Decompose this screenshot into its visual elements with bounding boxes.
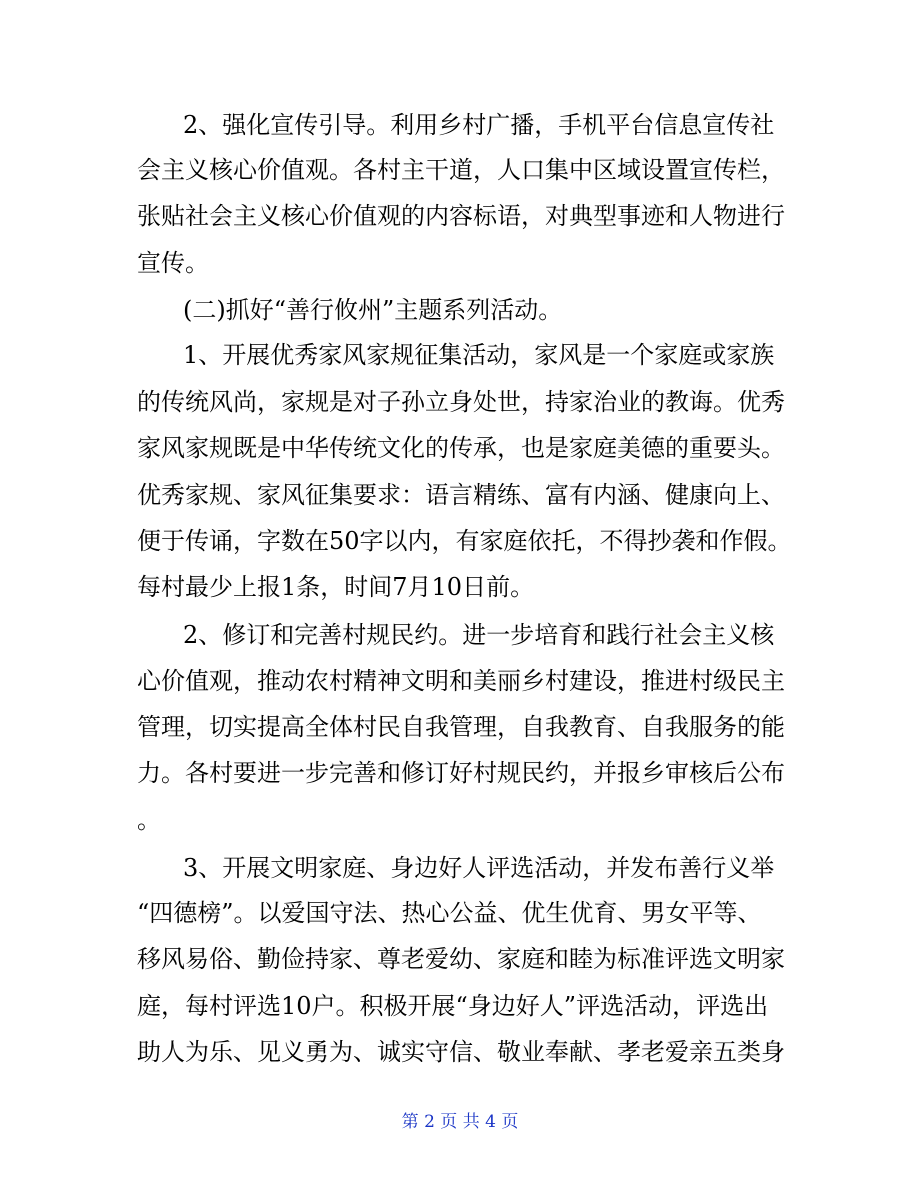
paragraph-line: 2、强化宣传引导。利用乡村广播，手机平台信息宣传社 [183, 111, 775, 139]
paragraph-line: “四德榜”。以爱国守法、热心公益、优生优育、男女平等、 [137, 899, 762, 927]
paragraph-line: 会主义核心价值观。各村主干道，人口集中区域设置宣传栏， [137, 156, 785, 184]
section-heading: (二)抓好“善行攸州”主题系列活动。 [183, 296, 563, 324]
paragraph-line: 每村最少上报1条，时间7月10日前。 [137, 573, 535, 601]
paragraph-line: 庭，每村评选10户。积极开展“身边好人”评选活动，评选出 [137, 992, 769, 1020]
paragraph-line: 助人为乐、见义勇为、诚实守信、敬业奉献、孝老爱亲五类身 [137, 1038, 785, 1066]
paragraph-line: 的传统风尚，家规是对子孙立身处世，持家治业的教诲。优秀 [137, 388, 785, 416]
paragraph-line: 2、修订和完善村规民约。进一步培育和践行社会主义核 [183, 621, 775, 649]
paragraph-line: 管理，切实提高全体村民自我管理，自我教育、自我服务的能 [137, 713, 785, 741]
paragraph-line: 便于传诵，字数在50字以内，有家庭依托，不得抄袭和作假。 [137, 527, 792, 555]
paragraph-line: 。 [137, 806, 161, 834]
paragraph-line: 优秀家规、家风征集要求：语言精练、富有内涵、健康向上、 [137, 481, 785, 509]
paragraph-line: 宣传。 [137, 249, 209, 277]
page-number-footer: 第 2 页 共 4 页 [401, 1112, 519, 1132]
paragraph-line: 力。各村要进一步完善和修订好村规民约，并报乡审核后公布 [137, 759, 785, 787]
paragraph-line: 移风易俗、勤俭持家、尊老爱幼、家庭和睦为标准评选文明家 [137, 945, 785, 973]
paragraph-line: 张贴社会主义核心价值观的内容标语，对典型事迹和人物进行 [137, 202, 785, 230]
paragraph-line: 心价值观，推动农村精神文明和美丽乡村建设，推进村级民主 [137, 667, 785, 695]
paragraph-line: 1、开展优秀家风家规征集活动，家风是一个家庭或家族 [183, 341, 775, 369]
paragraph-line: 3、开展文明家庭、身边好人评选活动，并发布善行义举 [183, 854, 775, 882]
paragraph-line: 家风家规既是中华传统文化的传承，也是家庭美德的重要头。 [137, 434, 785, 462]
